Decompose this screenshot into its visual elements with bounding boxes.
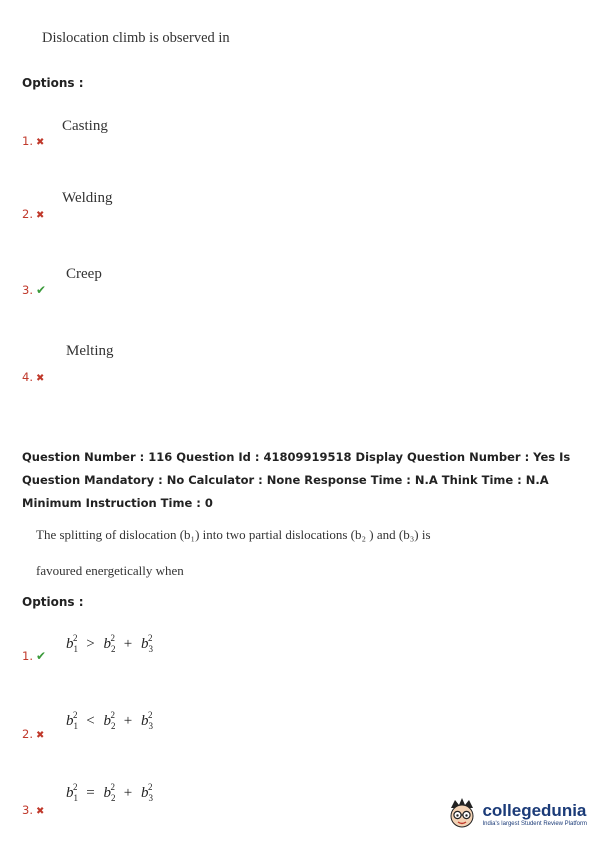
option-text-3: Creep: [66, 266, 102, 282]
logo-tagline: India's largest Student Review Platform: [482, 821, 587, 827]
question-text: Dislocation climb is observed in: [42, 30, 230, 46]
question-text-line-1: The splitting of dislocation (b₁) into two partial dislocations (b₂ ) and (b₃) is: [36, 527, 431, 542]
question-meta: Question Number : 116 Question Id : 41809919518 Display Question Number : Yes Is Question Mandatory : No Calculator : None Response Time : N.A Think Time : N.A Minimum Instruction Time : 0: [22, 450, 571, 510]
mascot-icon: [445, 796, 479, 832]
option-number-3: 3. ✖: [22, 803, 45, 817]
formula-option-2: $b_1^2 < b_2^2 + b_3^2$: [66, 710, 153, 731]
question-text-line-2: favoured energetically when: [36, 563, 184, 578]
options-heading: Options :: [22, 76, 84, 90]
cross-icon: ✖: [35, 210, 45, 221]
option-number-1: 1. ✔: [22, 649, 47, 663]
options-heading: Options :: [22, 595, 84, 609]
cross-icon: ✖: [35, 730, 45, 741]
option-number-2: 2. ✖: [22, 727, 45, 741]
option-text-2: Welding: [62, 190, 113, 206]
option-number-4: 4. ✖: [22, 370, 45, 384]
logo-wordmark: collegedunia: [482, 801, 587, 820]
option-number-1: 1. ✖: [22, 134, 45, 148]
check-icon: ✔: [35, 649, 47, 663]
option-number-3: 3. ✔: [22, 283, 47, 297]
formula-option-3: $b_1^2 = b_2^2 + b_3^2$: [66, 782, 153, 803]
collegedunia-logo: [445, 796, 587, 832]
option-text-1: Casting: [62, 118, 108, 134]
cross-icon: ✖: [35, 373, 45, 384]
option-text-4: Melting: [66, 343, 114, 359]
cross-icon: ✖: [35, 806, 45, 817]
check-icon: ✔: [35, 283, 47, 297]
formula-option-1: $b_1^2 > b_2^2 + b_3^2$: [66, 633, 153, 654]
cross-icon: ✖: [35, 137, 45, 148]
option-number-2: 2. ✖: [22, 207, 45, 221]
